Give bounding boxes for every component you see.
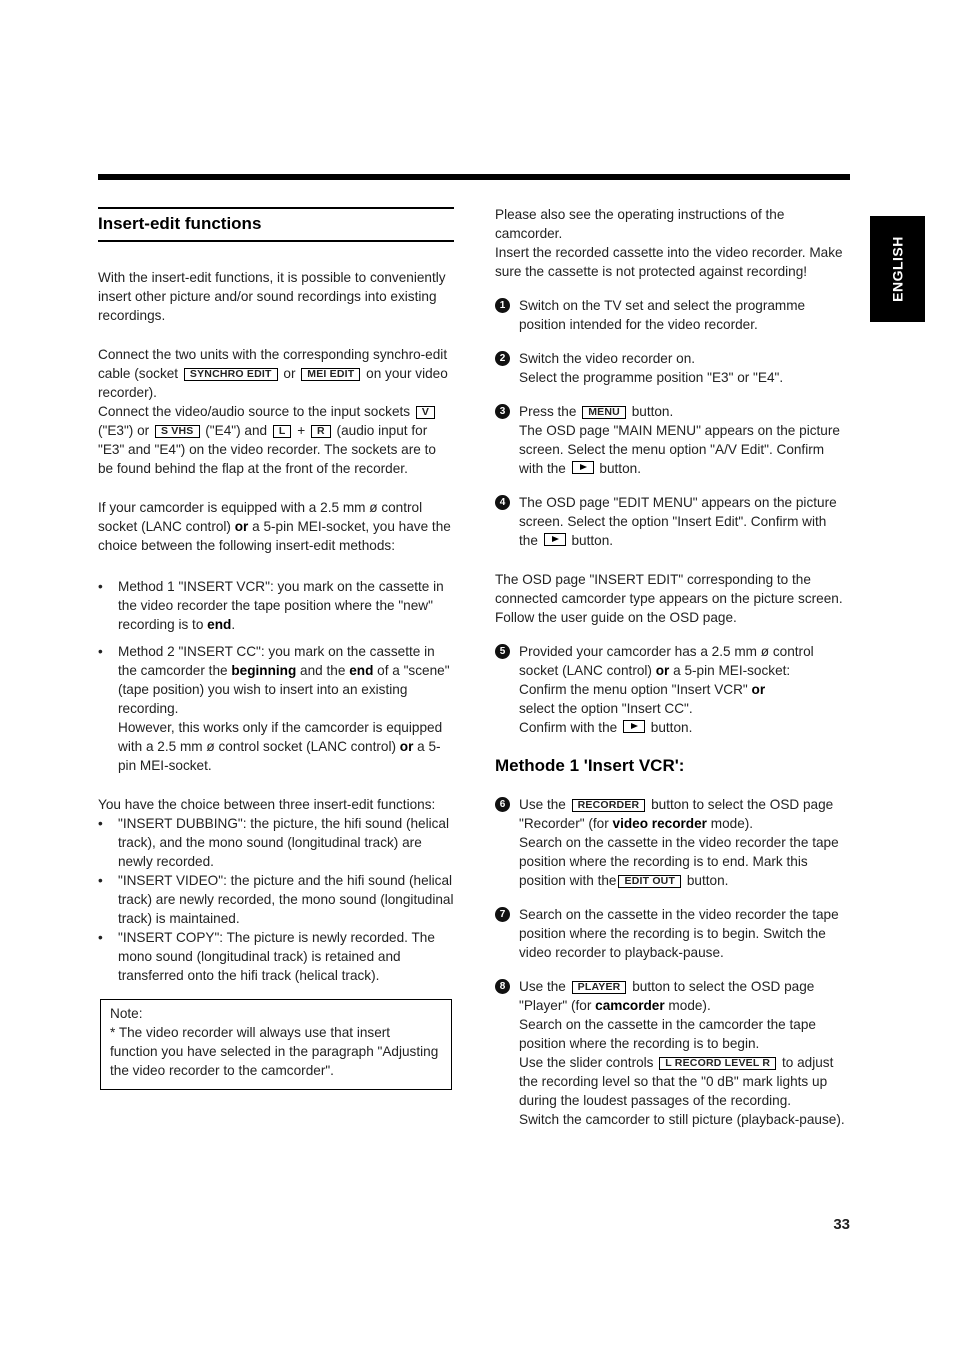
step-number-icon: 1	[495, 298, 510, 313]
recorder-key: RECORDER	[572, 799, 646, 812]
l-key: L	[273, 425, 292, 438]
v-key: V	[416, 406, 435, 419]
page-number: 33	[833, 1216, 850, 1233]
list-item: • "INSERT DUBBING": the picture, the hifi sound (helical track), and the mono sound (longitudinal track) are newly recorded.	[98, 814, 454, 871]
functions-list	[98, 814, 454, 985]
list-item: • "INSERT VIDEO": the picture and the hifi sound (helical track) are newly recorded, the mono sound (longitudinal track) is maintained.	[98, 871, 454, 928]
note-body: * The video recorder will always use that insert function you have selected in the paragraph "Adjusting the video recorder to the camcorder".	[110, 1025, 439, 1078]
step-number-icon: 5	[495, 644, 510, 659]
language-label: ENGLISH	[889, 236, 905, 302]
step-5: 5 Provided your camcorder has a 2.5 mm ø control socket (LANC control) or a 5-pin MEI-socket: Confirm the menu option "Insert VCR" or select the option "Insert CC". Confirm with the button.	[495, 642, 847, 737]
play-icon	[544, 533, 566, 546]
osd-paragraph: Follow the user guide on the OSD page.	[495, 610, 737, 625]
language-tab	[870, 216, 925, 322]
step-6: 6 Use the RECORDER button to select the OSD page "Recorder" (for video recorder mode). Search on the cassette in the video recorder the tape position where the recording is to end. Mark this position with the EDIT OUT button.	[495, 795, 847, 890]
record-level-key: L RECORD LEVEL R	[659, 1057, 776, 1070]
step-4: 4 The OSD page "EDIT MENU" appears on the picture screen. Select the option "Insert Edit". Confirm with the button.	[495, 493, 847, 550]
note-title: Note:	[110, 1006, 143, 1021]
intro-paragraph: With the insert-edit functions, it is possible to conveniently insert other picture and/or sound recordings into existing recordings.	[98, 270, 446, 323]
choice-paragraph: You have the choice between three insert-edit functions:	[98, 797, 436, 812]
menu-key: MENU	[582, 406, 626, 419]
left-column	[98, 207, 454, 1090]
intro-paragraph: Insert the recorded cassette into the video recorder. Make sure the cassette is not protected against recording!	[495, 245, 843, 279]
synchro-edit-key: SYNCHRO EDIT	[184, 368, 278, 381]
step-8: 8 Use the PLAYER button to select the OSD page "Player" (for camcorder mode). Search on the cassette in the camcorder the tape position where the recording is to begin. Use the slider controls L RECORD LEVEL R to adjust the recording level so that the "0 dB" mark lights up during the loudest passages of the recording. Switch the camcorder to still picture (playback-pause).	[495, 977, 847, 1129]
step-number-icon: 4	[495, 495, 510, 510]
player-key: PLAYER	[572, 981, 627, 994]
method-heading: Methode 1 'Insert VCR':	[495, 756, 685, 775]
section-title: Insert-edit functions	[98, 207, 454, 242]
list-item: • Method 2 "INSERT CC": you mark on the cassette in the camcorder the beginning and the end of a "scene" (tape position) you wish to insert into an existing recording. However, this works only if the camcorder is equipped with a 2.5 mm ø control socket (LANC control) or a 5-pin MEI-socket.	[98, 642, 454, 775]
intro-paragraph: Please also see the operating instructions of the camcorder.	[495, 207, 785, 241]
right-column	[495, 205, 847, 1129]
step-number-icon: 2	[495, 351, 510, 366]
svhs-key: S VHS	[155, 425, 200, 438]
edit-out-key: EDIT OUT	[618, 875, 681, 888]
r-key: R	[311, 425, 331, 438]
mei-edit-key: MEI EDIT	[301, 368, 360, 381]
list-item: • "INSERT COPY": The picture is newly recorded. The mono sound (longitudinal track) is retained and transferred onto the hifi track (helical track).	[98, 928, 454, 985]
step-number-icon: 3	[495, 404, 510, 419]
top-rule	[98, 174, 850, 180]
note-box	[100, 999, 452, 1090]
list-item: • Method 1 "INSERT VCR": you mark on the cassette in the video recorder the tape position where the "new" recording is to end.	[98, 577, 454, 634]
camcorder-paragraph: If your camcorder is equipped with a 2.5 mm ø control socket (LANC control) or a 5-pin MEI-socket, you have the choice between the following insert-edit methods:	[98, 500, 451, 553]
step-number-icon: 6	[495, 797, 510, 812]
step-7: 7 Search on the cassette in the video recorder the tape position where the recording is to begin. Switch the video recorder to playback-pause.	[495, 905, 847, 962]
connect-sources-paragraph: Connect the video/audio source to the input sockets V ("E3") or S VHS ("E4") and L + R (audio input for "E3" and "E4") on the video recorder. The sockets are to be found behind the flap at the front of the recorder.	[98, 404, 436, 476]
play-icon	[623, 720, 645, 733]
osd-paragraph: The OSD page "INSERT EDIT" corresponding to the connected camcorder type appears on the picture screen.	[495, 572, 843, 606]
connect-paragraph: Connect the two units with the corresponding synchro-edit cable (socket SYNCHRO EDIT or MEI EDIT on your video recorder).	[98, 347, 448, 400]
step-3: 3 Press the MENU button. The OSD page "MAIN MENU" appears on the picture screen. Select the menu option "A/V Edit". Confirm with the button.	[495, 402, 847, 478]
step-1: 1 Switch on the TV set and select the programme position intended for the video recorder.	[495, 296, 847, 334]
step-2: 2 Switch the video recorder on. Select the programme position "E3" or "E4".	[495, 349, 847, 387]
play-icon	[572, 461, 594, 474]
step-number-icon: 7	[495, 907, 510, 922]
methods-list	[98, 577, 454, 775]
step-number-icon: 8	[495, 979, 510, 994]
